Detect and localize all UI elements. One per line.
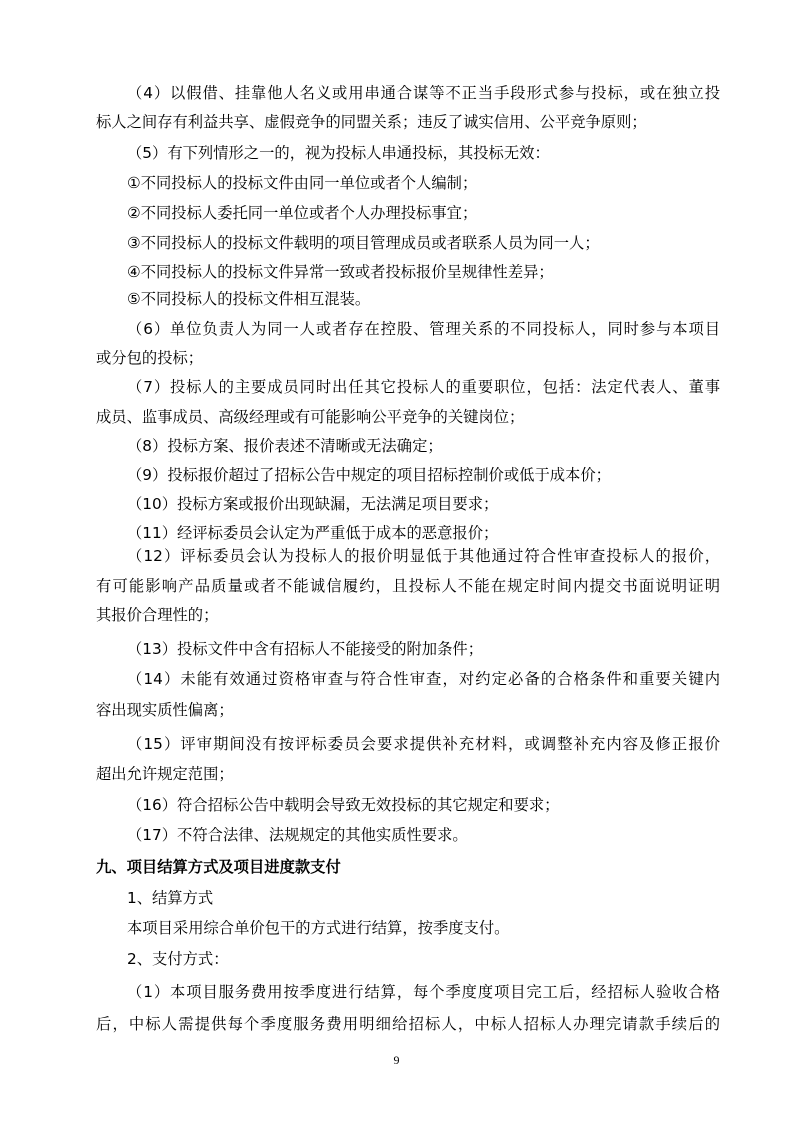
settlement-method-text: 本项目采用综合单价包干的方式进行结算，按季度支付。 <box>127 919 510 937</box>
paragraph-5: （5）有下列情形之一的，视为投标人串通投标，其投标无效： <box>127 144 550 162</box>
paragraph-12-line-3: 其报价合理性的； <box>96 606 219 624</box>
paragraph-4-line-2: 标人之间存有利益共享、虚假竞争的同盟关系；违反了诚实信用、公平竞争原则； <box>96 113 647 131</box>
paragraph-5-item-5: ⑤不同投标人的投标文件相互混装。 <box>127 290 371 308</box>
paragraph-5-item-1: ①不同投标人的投标文件由同一单位或者个人编制； <box>127 174 478 192</box>
paragraph-15-line-2: 超出允许规定范围； <box>96 765 234 783</box>
paragraph-14-line-2: 容出现实质性偏离； <box>96 701 234 719</box>
subheading-payment-method: 2、支付方式： <box>127 950 229 968</box>
page-number: 9 <box>393 1053 400 1067</box>
paragraph-5-item-3: ③不同投标人的投标文件载明的项目管理成员或者联系人员为同一人； <box>127 234 600 252</box>
paragraph-10: （10）投标方案或报价出现缺漏，无法满足项目要求； <box>127 495 499 513</box>
paragraph-7-line-1: （7）投标人的主要成员同时出任其它投标人的重要职位，包括：法定代表人、董事 <box>127 378 720 396</box>
paragraph-13: （13）投标文件中含有招标人不能接受的附加条件； <box>127 640 483 658</box>
paragraph-8: （8）投标方案、报价表述不清晰或无法确定； <box>127 437 443 455</box>
paragraph-15-line-1: （15）评审期间没有按评标委员会要求提供补充材料，或调整补充内容及修正报价 <box>127 735 720 753</box>
paragraph-12-line-1: （12）评标委员会认为投标人的报价明显低于其他通过符合性审查投标人的报价， <box>127 547 720 565</box>
paragraph-12-line-2: 有可能影响产品质量或者不能诚信履约，且投标人不能在规定时间内提交书面说明证明 <box>96 577 720 595</box>
paragraph-6-line-1: （6）单位负责人为同一人或者存在控股、管理关系的不同投标人，同时参与本项目 <box>127 320 720 338</box>
section-heading: 九、项目结算方式及项目进度款支付 <box>96 858 341 876</box>
paragraph-9: （9）投标报价超过了招标公告中规定的项目招标控制价或低于成本价； <box>127 466 611 484</box>
paragraph-17: （17）不符合法律、法规规定的其他实质性要求。 <box>127 826 468 844</box>
paragraph-5-item-4: ④不同投标人的投标文件异常一致或者投标报价呈规律性差异； <box>127 263 554 281</box>
subheading-settlement-method: 1、结算方式 <box>127 889 214 907</box>
paragraph-5-item-2: ②不同投标人委托同一单位或者个人办理投标事宜； <box>127 204 478 222</box>
paragraph-16: （16）符合招标公告中载明会导致无效投标的其它规定和要求； <box>127 796 560 814</box>
paragraph-14-line-1: （14）未能有效通过资格审查与符合性审查，对约定必备的合格条件和重要关键内 <box>127 670 720 688</box>
payment-method-line-1: （1）本项目服务费用按季度进行结算，每个季度度项目完工后，经招标人验收合格 <box>127 983 720 1001</box>
payment-method-line-2: 后，中标人需提供每个季度服务费用明细给招标人，中标人招标人办理完请款手续后的 <box>96 1015 720 1033</box>
paragraph-7-line-2: 成员、监事成员、高级经理或有可能影响公平竞争的关键岗位； <box>96 408 525 426</box>
paragraph-4-line-1: （4）以假借、挂靠他人名义或用串通合谋等不正当手段形式参与投标，或在独立投 <box>127 84 720 102</box>
paragraph-6-line-2: 或分包的投标； <box>96 349 204 367</box>
paragraph-11: （11）经评标委员会认定为严重低于成本的恶意报价； <box>127 524 499 542</box>
